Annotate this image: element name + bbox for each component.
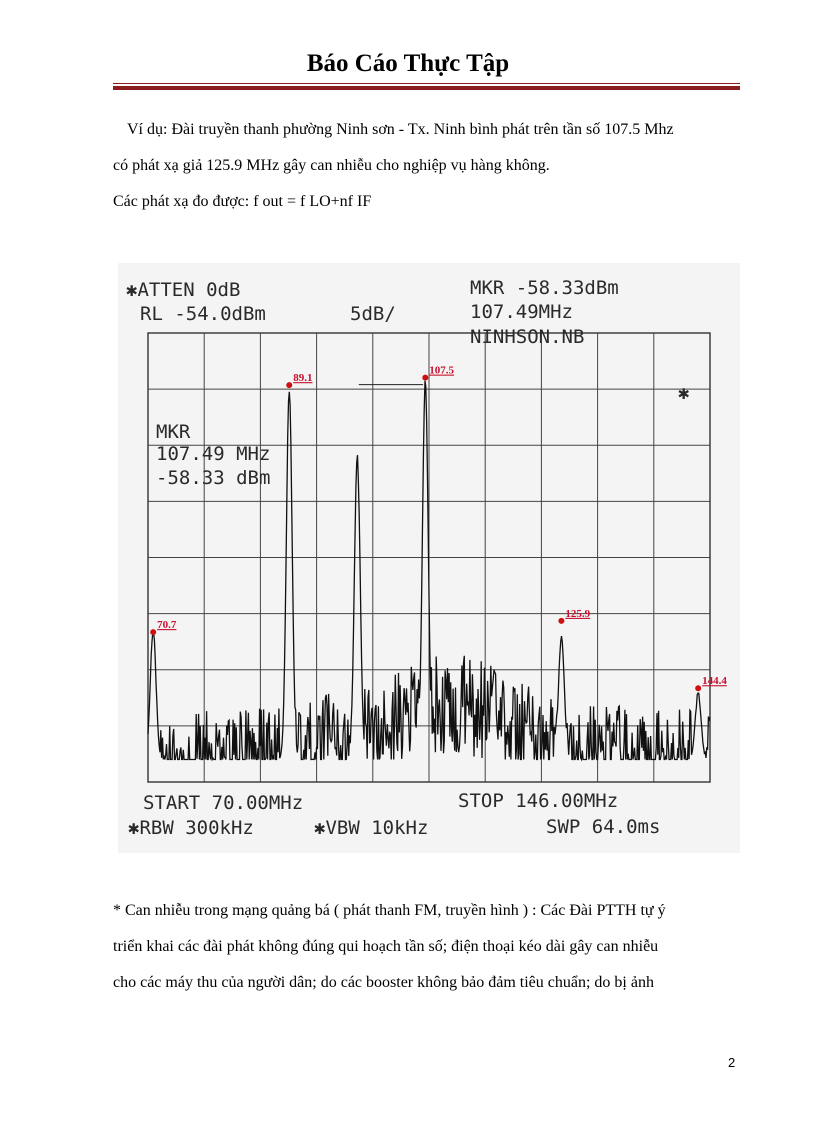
sweep-time-readout: SWP 64.0ms bbox=[546, 816, 661, 838]
spectrum-analyzer-figure bbox=[118, 263, 740, 853]
marker-level-readout: MKR -58.33dBm bbox=[470, 277, 619, 299]
station-label: NINHSON.NB bbox=[470, 326, 585, 348]
vbw-readout: ✱VBW 10kHz bbox=[314, 817, 429, 839]
spectrum-plot bbox=[118, 263, 740, 853]
header-rule-thin bbox=[113, 83, 740, 84]
marker-dot bbox=[150, 629, 156, 635]
marker-frequency-readout: 107.49MHz bbox=[470, 301, 573, 323]
marker-label: 89.1 bbox=[293, 372, 313, 385]
marker-block-frequency: 107.49 MHz bbox=[156, 443, 271, 465]
marker-block-level: -58.33 dBm bbox=[156, 467, 271, 489]
atten-readout: ✱ATTEN 0dB bbox=[126, 279, 241, 301]
page-number: 2 bbox=[728, 1055, 736, 1070]
rbw-readout: ✱RBW 300kHz bbox=[128, 817, 254, 839]
marker-label: 125.9 bbox=[565, 607, 591, 620]
stop-frequency-readout: STOP 146.00MHz bbox=[458, 790, 619, 812]
scale-readout: 5dB/ bbox=[350, 303, 396, 325]
marker-dot bbox=[286, 382, 292, 388]
marker-label: 144.4 bbox=[702, 675, 727, 688]
page-header-title: Báo Cáo Thực Tập bbox=[306, 50, 510, 77]
marker-block-title: MKR bbox=[156, 421, 191, 443]
marker-dot bbox=[695, 685, 701, 691]
marker-dot bbox=[422, 375, 428, 381]
text-line: có phát xạ giả 125.9 MHz gây can nhiễu cho nghiệp vụ hàng không. bbox=[113, 157, 550, 174]
text-line: cho các máy thu của người dân; do các booster không bảo đảm tiêu chuẩn; do bị ảnh bbox=[113, 974, 654, 991]
text-line: Các phát xạ đo được: f out = f LO+nf IF bbox=[113, 193, 372, 210]
marker-label: 70.7 bbox=[157, 619, 177, 632]
start-frequency-readout: START 70.00MHz bbox=[143, 792, 304, 814]
interference-paragraph bbox=[113, 893, 740, 1001]
marker-dot bbox=[558, 618, 564, 624]
header-rule bbox=[113, 86, 740, 90]
text-line: * Can nhiễu trong mạng quảng bá ( phát thanh FM, truyền hình ) : Các Đài PTTH tự ý bbox=[113, 902, 666, 919]
asterisk-indicator: ✱ bbox=[678, 382, 690, 404]
text-line: Ví dụ: Đài truyền thanh phường Ninh sơn - Tx. Ninh bình phát trên tần số 107.5 Mhz bbox=[127, 121, 674, 138]
marker-label: 107.5 bbox=[429, 364, 455, 377]
text-line: triển khai các đài phát không đúng qui hoạch tần số; điện thoại kéo dài gây can nhiễu bbox=[113, 938, 659, 955]
intro-paragraph bbox=[113, 112, 740, 220]
reference-level-readout: RL -54.0dBm bbox=[140, 303, 266, 325]
